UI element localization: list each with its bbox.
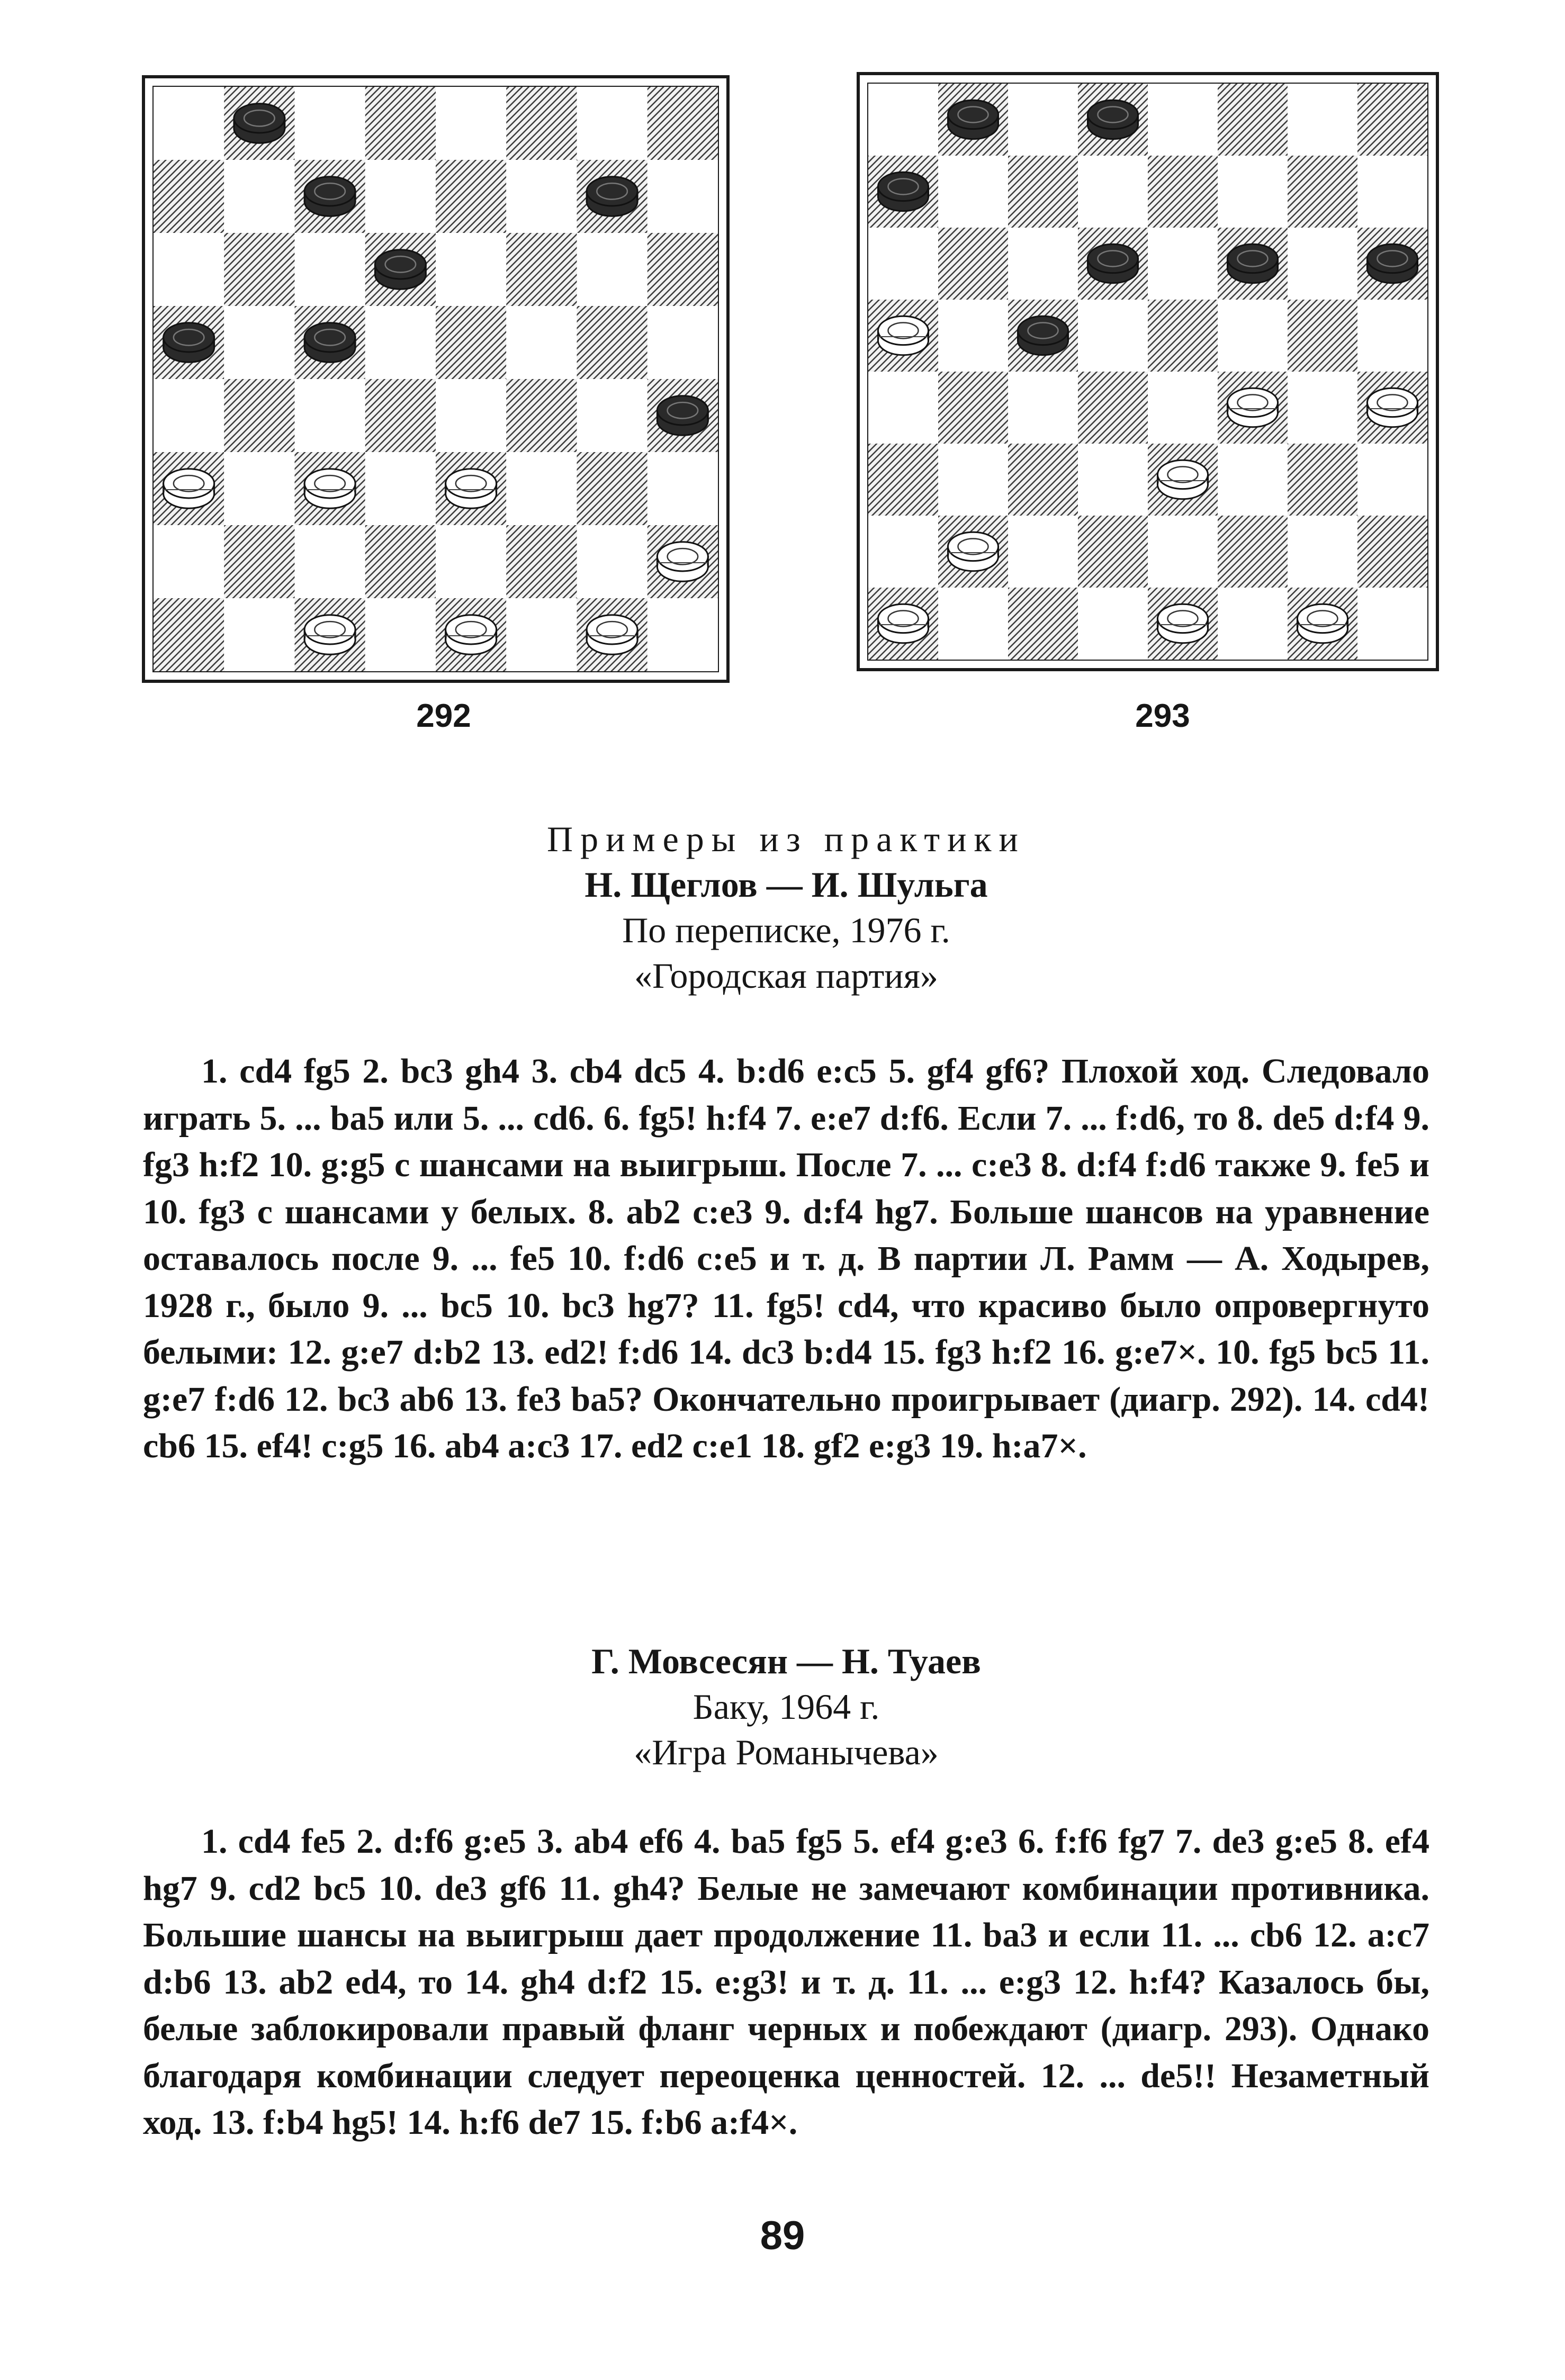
black-checker bbox=[657, 396, 708, 436]
light-square bbox=[1078, 300, 1148, 372]
light-square bbox=[1148, 372, 1218, 444]
white-checker bbox=[878, 316, 928, 355]
light-square bbox=[577, 525, 647, 598]
dark-square bbox=[1008, 588, 1078, 660]
dark-square bbox=[1288, 444, 1357, 516]
dark-square bbox=[506, 87, 577, 160]
white-checker bbox=[446, 615, 497, 655]
light-square bbox=[436, 525, 506, 598]
black-checker bbox=[304, 323, 355, 363]
black-checker bbox=[375, 250, 426, 290]
light-square bbox=[868, 84, 938, 156]
black-checker bbox=[1087, 100, 1138, 139]
white-checker bbox=[1157, 604, 1208, 643]
page-number: 89 bbox=[760, 2213, 805, 2258]
light-square bbox=[1148, 228, 1218, 300]
dark-square bbox=[1008, 444, 1078, 516]
white-checker bbox=[1367, 388, 1417, 427]
dark-square bbox=[154, 160, 224, 233]
light-square bbox=[868, 516, 938, 588]
black-checker bbox=[1227, 244, 1278, 283]
game-commentary: 1. cd4 fg5 2. bc3 gh4 3. cb4 dc5 4. b:d6 e:c5 5. gf4 gf6? Плохой ход. Следовало играть 5. ... ba5 или 5. ... cd6. 6. fg5! h:f4 7. e:e7 d:f6. Если 7. ... f:d6, то 8. de5 d:f4 9. fg3 h:f2 10. g:g5 с шансами на выигрыш. После 7. ... c:e3 8. d:f4 f:d6 также 9. fe5 и 10. fg3 с шансами у белых. 8. ab2 c:e3 9. d:f4 hg7. Больше шансов на уравнение оставалось после 9. ... fe5 10. f:d6 c:e5 и т. д. В партии Л. Рамм — А. Ходырев, 1928 г., было 9. ... bc5 10. bc3 hg7? 11. fg5! cd4, что красиво было опровергнуто белыми: 12. g:e7 d:b2 13. ed2! f:d6 14. dc3 b:d4 15. fg3 h:f2 16. g:e7×. 10. fg5 bc5 11. g:e7 f:d6 12. bc3 ab6 13. fe3 ba5? Окончательно проигрывает (диагр. 292). 14. cd4! cb6 15. ef4! c:g5 16. ab4 a:c3 17. ed2 c:e1 18. gf2 e:g3 19. h:a7×. bbox=[143, 1052, 1430, 1465]
light-square bbox=[154, 233, 224, 306]
section-subtitle: Примеры из практики bbox=[547, 819, 1026, 859]
light-square bbox=[647, 160, 718, 233]
dark-square bbox=[506, 233, 577, 306]
light-square bbox=[1008, 516, 1078, 588]
light-square bbox=[1288, 372, 1357, 444]
white-checker bbox=[304, 615, 355, 655]
dark-square bbox=[577, 306, 647, 379]
light-square bbox=[647, 598, 718, 671]
white-checker bbox=[446, 469, 497, 509]
game-section-2 bbox=[143, 1638, 1429, 1775]
light-square bbox=[1218, 588, 1288, 660]
light-square bbox=[1218, 156, 1288, 228]
black-checker bbox=[234, 104, 285, 143]
light-square bbox=[365, 598, 436, 671]
light-square bbox=[1288, 516, 1357, 588]
light-square bbox=[506, 598, 577, 671]
dark-square bbox=[506, 525, 577, 598]
black-checker bbox=[164, 323, 214, 363]
white-checker bbox=[587, 615, 637, 655]
light-square bbox=[295, 525, 365, 598]
light-square bbox=[938, 444, 1008, 516]
light-square bbox=[1357, 588, 1427, 660]
light-square bbox=[436, 379, 506, 452]
light-square bbox=[436, 233, 506, 306]
game-section-1 bbox=[143, 816, 1429, 998]
black-checker bbox=[1367, 244, 1417, 283]
dark-square bbox=[868, 444, 938, 516]
diagram-292 bbox=[142, 75, 730, 683]
game-commentary: 1. cd4 fe5 2. d:f6 g:e5 3. ab4 ef6 4. ba5 fg5 5. ef4 g:e3 6. f:f6 fg7 7. de3 g:e5 8. ef4 hg7 9. cd2 bc5 10. de3 gf6 11. gh4? Белые не замечают комбинации противника. Большие шансы на выигрыш дает продолжение 11. ba3 и если 11. ... cb6 12. a:c7 d:b6 13. ab2 ed4, то 14. gh4 d:f2 15. e:g3! и т. д. 11. ... e:g3 12. h:f4? Казалось бы, белые заблокировали правый фланг черных и побеждают (диагр. 293). Однако благодаря комбинации следует переоценка ценностей. 12. ... de5!! Незаметный ход. 13. f:b4 hg5! 14. h:f6 de7 15. f:b6 a:f4×. bbox=[143, 1822, 1429, 2142]
light-square bbox=[647, 306, 718, 379]
light-square bbox=[436, 87, 506, 160]
light-square bbox=[868, 372, 938, 444]
dark-square bbox=[1008, 156, 1078, 228]
light-square bbox=[224, 306, 294, 379]
light-square bbox=[365, 306, 436, 379]
dark-square bbox=[647, 87, 718, 160]
dark-square bbox=[436, 160, 506, 233]
light-square bbox=[295, 379, 365, 452]
light-square bbox=[506, 306, 577, 379]
white-checker bbox=[948, 532, 998, 571]
light-square bbox=[1078, 588, 1148, 660]
light-square bbox=[154, 87, 224, 160]
game-players: Н. Щеглов — И. Шульга bbox=[584, 864, 988, 905]
dark-square bbox=[365, 525, 436, 598]
dark-square bbox=[436, 306, 506, 379]
light-square bbox=[577, 379, 647, 452]
dark-square bbox=[1288, 300, 1357, 372]
black-checker bbox=[587, 177, 637, 217]
light-square bbox=[577, 233, 647, 306]
white-checker bbox=[1227, 388, 1278, 427]
light-square bbox=[938, 300, 1008, 372]
game-event: По переписке, 1976 г. bbox=[622, 910, 950, 950]
white-checker bbox=[1297, 604, 1347, 643]
white-checker bbox=[304, 469, 355, 509]
dark-square bbox=[224, 525, 294, 598]
dark-square bbox=[224, 233, 294, 306]
light-square bbox=[1078, 156, 1148, 228]
dark-square bbox=[154, 598, 224, 671]
dark-square bbox=[365, 379, 436, 452]
black-checker bbox=[948, 100, 998, 139]
light-square bbox=[1357, 156, 1427, 228]
light-square bbox=[506, 160, 577, 233]
light-square bbox=[224, 160, 294, 233]
dark-square bbox=[1078, 372, 1148, 444]
light-square bbox=[154, 379, 224, 452]
white-checker bbox=[1157, 460, 1208, 499]
game-players: Г. Мовсесян — Н. Туаев bbox=[591, 1641, 981, 1681]
light-square bbox=[224, 452, 294, 525]
light-square bbox=[1008, 84, 1078, 156]
light-square bbox=[224, 598, 294, 671]
dark-square bbox=[577, 452, 647, 525]
light-square bbox=[1288, 84, 1357, 156]
light-square bbox=[577, 87, 647, 160]
dark-square bbox=[1218, 516, 1288, 588]
dark-square bbox=[506, 379, 577, 452]
light-square bbox=[647, 452, 718, 525]
black-checker bbox=[878, 172, 928, 211]
light-square bbox=[868, 228, 938, 300]
dark-square bbox=[365, 87, 436, 160]
black-checker bbox=[1018, 316, 1068, 355]
diagram-number: 292 bbox=[416, 698, 471, 734]
light-square bbox=[1008, 228, 1078, 300]
light-square bbox=[506, 452, 577, 525]
dark-square bbox=[1148, 300, 1218, 372]
diagram-number: 293 bbox=[1135, 698, 1190, 734]
light-square bbox=[1008, 372, 1078, 444]
game-event: Баку, 1964 г. bbox=[692, 1687, 880, 1727]
light-square bbox=[1078, 444, 1148, 516]
black-checker bbox=[1087, 244, 1138, 283]
light-square bbox=[154, 525, 224, 598]
game-opening: «Игра Романычева» bbox=[634, 1732, 939, 1772]
dark-square bbox=[647, 233, 718, 306]
light-square bbox=[1148, 84, 1218, 156]
dark-square bbox=[224, 379, 294, 452]
light-square bbox=[1218, 444, 1288, 516]
dark-square bbox=[1288, 156, 1357, 228]
game-opening: «Городская партия» bbox=[634, 955, 938, 996]
white-checker bbox=[878, 604, 928, 643]
black-checker bbox=[304, 177, 355, 217]
white-checker bbox=[657, 542, 708, 582]
light-square bbox=[365, 160, 436, 233]
dark-square bbox=[938, 372, 1008, 444]
dark-square bbox=[1148, 156, 1218, 228]
light-square bbox=[1288, 228, 1357, 300]
dark-square bbox=[938, 228, 1008, 300]
light-square bbox=[938, 156, 1008, 228]
white-checker bbox=[164, 469, 214, 509]
light-square bbox=[1218, 300, 1288, 372]
light-square bbox=[938, 588, 1008, 660]
light-square bbox=[1357, 300, 1427, 372]
dark-square bbox=[1218, 84, 1288, 156]
light-square bbox=[1148, 516, 1218, 588]
dark-square bbox=[1357, 84, 1427, 156]
dark-square bbox=[1357, 516, 1427, 588]
dark-square bbox=[1078, 516, 1148, 588]
light-square bbox=[295, 87, 365, 160]
diagram-293 bbox=[857, 72, 1439, 671]
light-square bbox=[295, 233, 365, 306]
light-square bbox=[365, 452, 436, 525]
light-square bbox=[1357, 444, 1427, 516]
